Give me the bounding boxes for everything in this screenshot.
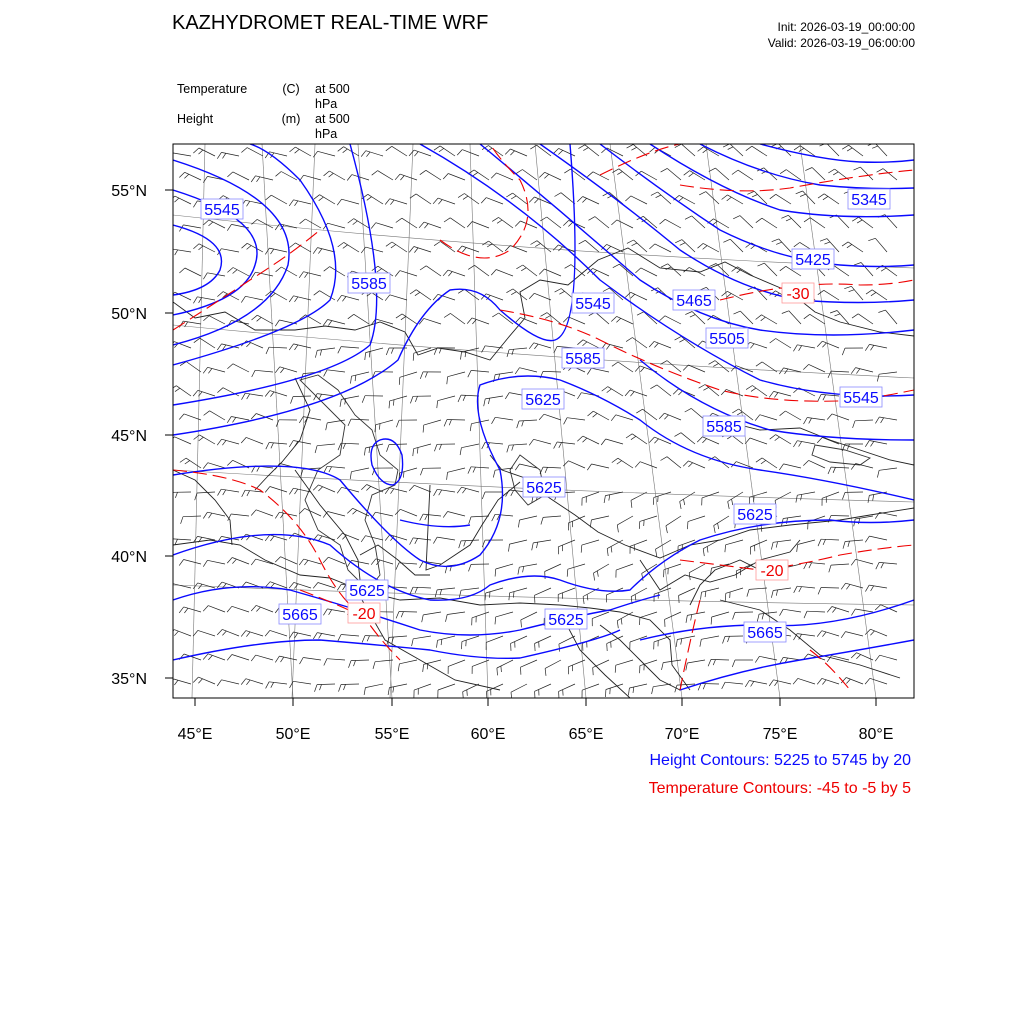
height-contour-label (706, 328, 748, 348)
temperature-contour-label (782, 283, 814, 303)
variable-name: Height (177, 112, 214, 126)
chart-title: KAZHYDROMET REAL-TIME WRF (172, 12, 489, 34)
svg-text:5585: 5585 (565, 351, 601, 368)
lat-tick-label: 45°N (111, 428, 147, 445)
svg-text:5505: 5505 (709, 331, 745, 348)
variable-level: at 500 hPa (315, 82, 350, 111)
height-contour-legend: Height Contours: 5225 to 5745 by 20 (649, 752, 911, 769)
svg-text:5585: 5585 (351, 276, 387, 293)
svg-text:5665: 5665 (747, 625, 783, 642)
height-contour-label (279, 604, 321, 624)
height-contour-label (348, 273, 390, 293)
svg-text:5625: 5625 (526, 480, 562, 497)
temperature-contour-legend: Temperature Contours: -45 to -5 by 5 (648, 780, 911, 797)
svg-text:-20: -20 (352, 606, 376, 623)
variable-level: at 500 hPa (315, 112, 350, 141)
lon-tick-label: 75°E (762, 726, 798, 743)
svg-text:5665: 5665 (282, 607, 318, 624)
height-contour-label (744, 622, 786, 642)
height-contour-label (673, 290, 715, 310)
lon-tick-label: 65°E (568, 726, 604, 743)
svg-text:-20: -20 (760, 563, 784, 580)
lon-tick-label: 50°E (275, 726, 311, 743)
lat-tick-label: 55°N (111, 183, 147, 200)
height-contour-label (545, 609, 587, 629)
svg-text:5465: 5465 (676, 293, 712, 310)
svg-text:5625: 5625 (548, 612, 584, 629)
height-contour-label (848, 189, 890, 209)
height-contour-label (522, 389, 564, 409)
svg-text:5545: 5545 (575, 296, 611, 313)
lon-tick-label: 80°E (858, 726, 894, 743)
height-contour-label (346, 580, 388, 600)
longitude-axis (178, 698, 894, 743)
variable-name: Temperature (177, 82, 248, 96)
height-contour-label (201, 199, 243, 219)
svg-text:5545: 5545 (204, 202, 240, 219)
lon-tick-label: 60°E (470, 726, 506, 743)
height-contour-label (703, 416, 745, 436)
svg-text:5425: 5425 (795, 252, 831, 269)
height-contour-label (792, 249, 834, 269)
height-contour-label (562, 348, 604, 368)
init-time: Init: 2026-03-19_00:00:00 (777, 20, 915, 34)
lat-tick-label: 50°N (111, 306, 147, 323)
svg-text:5625: 5625 (737, 507, 773, 524)
height-contour-label (734, 504, 776, 524)
height-contour-label (840, 387, 882, 407)
latitude-axis (111, 183, 173, 688)
svg-text:5585: 5585 (706, 419, 742, 436)
svg-text:-30: -30 (786, 286, 810, 303)
lat-tick-label: 40°N (111, 549, 147, 566)
svg-text:5625: 5625 (349, 583, 385, 600)
svg-text:5625: 5625 (525, 392, 561, 409)
temperature-contour-label (348, 603, 380, 623)
height-contour-label (572, 293, 614, 313)
valid-time: Valid: 2026-03-19_06:00:00 (767, 36, 915, 50)
height-contour-label (523, 477, 565, 497)
svg-text:5545: 5545 (843, 390, 879, 407)
svg-text:5345: 5345 (851, 192, 887, 209)
variable-unit: (m) (281, 112, 301, 126)
variable-unit: (C) (282, 82, 300, 96)
temperature-contour-label (756, 560, 788, 580)
lon-tick-label: 55°E (374, 726, 410, 743)
lat-tick-label: 35°N (111, 671, 147, 688)
lon-tick-label: 45°E (177, 726, 213, 743)
lon-tick-label: 70°E (664, 726, 700, 743)
